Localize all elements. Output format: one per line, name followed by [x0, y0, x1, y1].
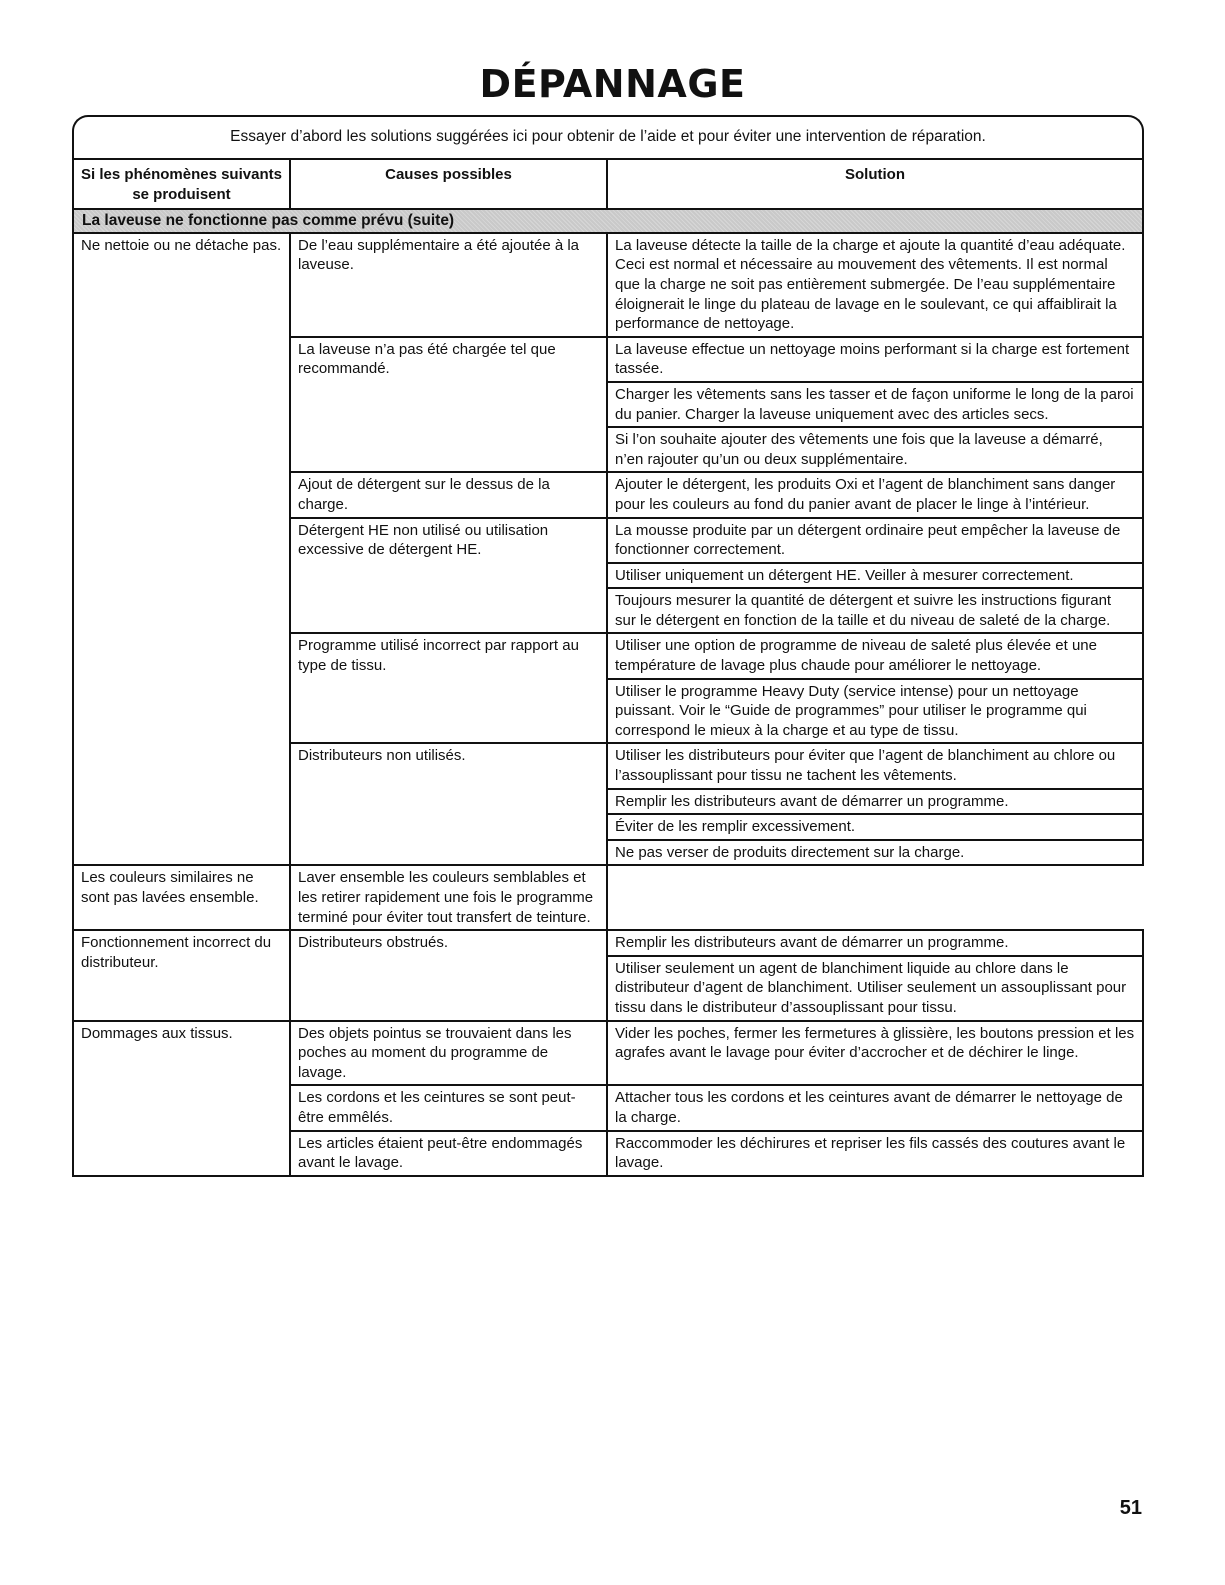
solution-cell: Ajouter le détergent, les produits Oxi et l’agent de blanchiment sans danger pour les couleurs au fond du panier avant de placer le linge à l’intérieur.: [607, 472, 1143, 517]
solution-cell: Remplir les distributeurs avant de démarrer un programme.: [607, 789, 1143, 815]
intro-text: Essayer d’abord les solutions suggérées ici pour obtenir de l’aide et pour éviter une intervention de réparation.: [230, 128, 986, 145]
symptom-cell: Fonctionnement incorrect du distributeur.: [73, 930, 290, 1020]
solution-cell: Raccommoder les déchirures et repriser les fils cassés des coutures avant le lavage.: [607, 1131, 1143, 1176]
section-title: La laveuse ne fonctionne pas comme prévu (suite): [73, 209, 1143, 233]
header-symptom: Si les phénomènes suivants se produisent: [73, 159, 290, 209]
solution-cell: Utiliser uniquement un détergent HE. Veiller à mesurer correctement.: [607, 563, 1143, 589]
solution-cell: La laveuse effectue un nettoyage moins performant si la charge est fortement tassée.: [607, 337, 1143, 382]
cause-cell: Les couleurs similaires ne sont pas lavées ensemble.: [73, 865, 290, 930]
cause-cell: Distributeurs non utilisés.: [290, 743, 607, 865]
cause-cell: De l’eau supplémentaire a été ajoutée à la laveuse.: [290, 233, 607, 337]
solution-cell: Vider les poches, fermer les fermetures à glissière, les boutons pression et les agrafes avant le lavage pour éviter d’accrocher et de déchirer le linge.: [607, 1021, 1143, 1086]
solution-cell: Utiliser les distributeurs pour éviter que l’agent de blanchiment au chlore ou l’assouplissant pour tissu ne tachent les vêtements.: [607, 743, 1143, 788]
cause-cell: Programme utilisé incorrect par rapport au type de tissu.: [290, 633, 607, 743]
solution-cell: Éviter de les remplir excessivement.: [607, 814, 1143, 840]
header-solution: Solution: [607, 159, 1143, 209]
solution-cell: Utiliser seulement un agent de blanchiment liquide au chlore dans le distributeur d’agent de blanchiment. Utiliser seulement un assouplissant pour tissu dans le distributeur d’assouplissant pour tissu.: [607, 956, 1143, 1021]
cause-cell: Les articles étaient peut-être endommagés avant le lavage.: [290, 1131, 607, 1176]
cause-cell: Détergent HE non utilisé ou utilisation excessive de détergent HE.: [290, 518, 607, 634]
solution-cell: Ne pas verser de produits directement sur la charge.: [607, 840, 1143, 866]
solution-cell: Remplir les distributeurs avant de démarrer un programme.: [607, 930, 1143, 956]
section-row: [73, 209, 1143, 233]
page-number: 51: [1119, 1497, 1142, 1519]
table-row: [73, 865, 1143, 930]
solution-cell: Utiliser une option de programme de niveau de saleté plus élevée et une température de lavage plus chaude pour améliorer le nettoyage.: [607, 633, 1143, 678]
solution-cell: Attacher tous les cordons et les ceintures avant de démarrer le nettoyage de la charge.: [607, 1085, 1143, 1130]
header-cause: Causes possibles: [290, 159, 607, 209]
cause-cell: Ajout de détergent sur le dessus de la charge.: [290, 472, 607, 517]
solution-cell: Si l’on souhaite ajouter des vêtements une fois que la laveuse a démarré, n’en rajouter qu’un ou deux supplémentaire.: [607, 427, 1143, 472]
table-row: [73, 1021, 1143, 1086]
solution-cell: La laveuse détecte la taille de la charge et ajoute la quantité d’eau adéquate. Ceci est normal et nécessaire au mouvement des vêtements. Il est normal que la charge ne soit pas entièrement submergée. De l’eau supplémentaire éloignerait le linge du plateau de lavage en le soulevant, ce qui affaiblirait la performance de nettoyage.: [607, 233, 1143, 337]
table-row: [73, 930, 1143, 956]
table-row: [73, 233, 1143, 337]
cause-cell: Des objets pointus se trouvaient dans les poches au moment du programme de lavage.: [290, 1021, 607, 1086]
solution-cell: La mousse produite par un détergent ordinaire peut empêcher la laveuse de fonctionner correctement.: [607, 518, 1143, 563]
troubleshooting-table: [72, 158, 1144, 1177]
header-row: [73, 159, 1143, 209]
solution-cell: Toujours mesurer la quantité de détergent et suivre les instructions figurant sur le détergent en fonction de la taille et du niveau de saleté de la charge.: [607, 588, 1143, 633]
solution-cell: Utiliser le programme Heavy Duty (service intense) pour un nettoyage puissant. Voir le “Guide de programmes” pour utiliser le programme qui correspond le mieux à la charge et au type de tissu.: [607, 679, 1143, 744]
page-title: DÉPANNAGE: [479, 62, 746, 106]
cause-cell: Les cordons et les ceintures se sont peut-être emmêlés.: [290, 1085, 607, 1130]
symptom-cell: Ne nettoie ou ne détache pas.: [73, 233, 290, 866]
solution-cell: Laver ensemble les couleurs semblables et les retirer rapidement une fois le programme terminé pour éviter tout transfert de teinture.: [290, 865, 607, 930]
cause-cell: Distributeurs obstrués.: [290, 930, 607, 1020]
symptom-cell: Dommages aux tissus.: [73, 1021, 290, 1176]
solution-cell: Charger les vêtements sans les tasser et de façon uniforme le long de la paroi du panier. Charger la laveuse uniquement avec des articles secs.: [607, 382, 1143, 427]
cause-cell: La laveuse n’a pas été chargée tel que recommandé.: [290, 337, 607, 473]
